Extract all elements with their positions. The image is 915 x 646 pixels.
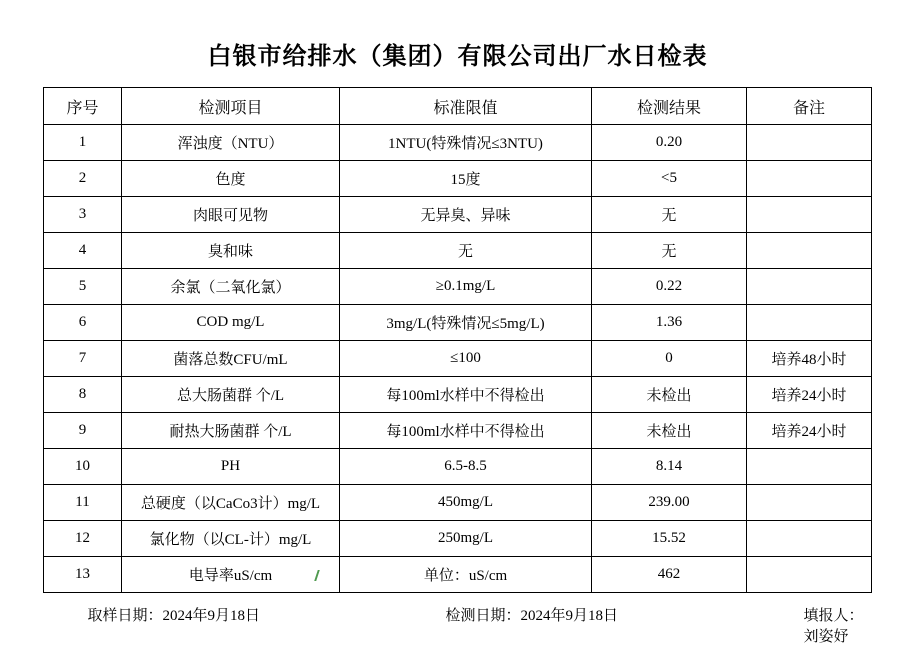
table-row	[44, 449, 872, 485]
cell-limit: 450mg/L	[340, 485, 592, 521]
cell-item: COD mg/L	[122, 305, 340, 341]
cell-index: 7	[44, 341, 122, 377]
cell-index: 3	[44, 197, 122, 233]
reporter-name: 填报人：刘姿妤	[803, 608, 864, 645]
cell-limit: 6.5-8.5	[340, 449, 592, 485]
column-header-item: 检测项目	[122, 88, 340, 125]
cell-remark	[747, 125, 872, 161]
cell-item: 总大肠菌群 个/L	[122, 377, 340, 413]
testing-date: 检测日期：2024年9月18日	[445, 608, 619, 624]
cell-result: 无	[592, 233, 747, 269]
water-quality-table	[43, 87, 872, 593]
cell-remark	[747, 485, 872, 521]
cell-remark	[747, 305, 872, 341]
column-header-index: 序号	[44, 88, 122, 125]
cell-remark	[747, 521, 872, 557]
cell-limit: 无异臭、异味	[340, 197, 592, 233]
table-row	[44, 377, 872, 413]
table-row	[44, 521, 872, 557]
cell-limit: 无	[340, 233, 592, 269]
table-row	[44, 161, 872, 197]
cell-item: 菌落总数CFU/mL	[122, 341, 340, 377]
sampling-date: 取样日期：2024年9月18日	[87, 608, 261, 624]
table-row	[44, 413, 872, 449]
cell-limit: 单位：uS/cm	[340, 557, 592, 593]
cell-result: 239.00	[592, 485, 747, 521]
cell-item: 电导率uS/cm	[122, 557, 340, 593]
cell-item: 耐热大肠菌群 个/L	[122, 413, 340, 449]
cell-limit: 250mg/L	[340, 521, 592, 557]
table-row	[44, 197, 872, 233]
cell-item: PH	[122, 449, 340, 485]
cell-limit: 1NTU(特殊情况≤3NTU)	[340, 125, 592, 161]
cell-result: 8.14	[592, 449, 747, 485]
cell-index: 12	[44, 521, 122, 557]
cell-remark: 培养48小时	[747, 341, 872, 377]
cell-result: 无	[592, 197, 747, 233]
cell-remark: 培养24小时	[747, 377, 872, 413]
column-header-limit: 标准限值	[340, 88, 592, 125]
cell-result: 0.20	[592, 125, 747, 161]
cell-result: 0	[592, 341, 747, 377]
cell-item: 色度	[122, 161, 340, 197]
cell-result: 未检出	[592, 413, 747, 449]
cell-limit: ≥0.1mg/L	[340, 269, 592, 305]
cell-item: 肉眼可见物	[122, 197, 340, 233]
cell-remark	[747, 269, 872, 305]
cell-limit: 3mg/L(特殊情况≤5mg/L)	[340, 305, 592, 341]
cell-index: 4	[44, 233, 122, 269]
cell-result: 462	[592, 557, 747, 593]
cell-result: 15.52	[592, 521, 747, 557]
cell-item: 总硬度（以CaCo3计）mg/L	[122, 485, 340, 521]
table-row	[44, 305, 872, 341]
table-row	[44, 233, 872, 269]
cell-index: 2	[44, 161, 122, 197]
cell-result: 未检出	[592, 377, 747, 413]
table-row	[44, 269, 872, 305]
cell-item: 臭和味	[122, 233, 340, 269]
cell-remark	[747, 233, 872, 269]
table-row	[44, 341, 872, 377]
page-title: 白银市给排水（集团）有限公司出厂水日检表	[207, 44, 708, 70]
column-header-result: 检测结果	[592, 88, 747, 125]
cell-limit: 每100ml水样中不得检出	[340, 413, 592, 449]
cell-limit: ≤100	[340, 341, 592, 377]
cell-item: 余氯（二氧化氯）	[122, 269, 340, 305]
cell-index: 9	[44, 413, 122, 449]
cell-index: 5	[44, 269, 122, 305]
table-row	[44, 557, 872, 593]
cell-remark: 培养24小时	[747, 413, 872, 449]
cell-item: 浑浊度（NTU）	[122, 125, 340, 161]
cell-index: 10	[44, 449, 122, 485]
cell-remark	[747, 449, 872, 485]
cell-index: 13	[44, 557, 122, 593]
cell-limit: 15度	[340, 161, 592, 197]
column-header-remark: 备注	[747, 88, 872, 125]
cell-index: 6	[44, 305, 122, 341]
cell-index: 8	[44, 377, 122, 413]
cell-index: 1	[44, 125, 122, 161]
cell-index: 11	[44, 485, 122, 521]
cell-remark	[747, 197, 872, 233]
cell-remark	[747, 557, 872, 593]
cell-remark	[747, 161, 872, 197]
cell-result: 1.36	[592, 305, 747, 341]
cell-result: <5	[592, 161, 747, 197]
footer-row	[44, 593, 872, 646]
cell-item: 氯化物（以CL-计）mg/L	[122, 521, 340, 557]
table-row	[44, 485, 872, 521]
cell-result: 0.22	[592, 269, 747, 305]
cell-limit: 每100ml水样中不得检出	[340, 377, 592, 413]
table-row	[44, 125, 872, 161]
table-header-row	[44, 88, 872, 125]
